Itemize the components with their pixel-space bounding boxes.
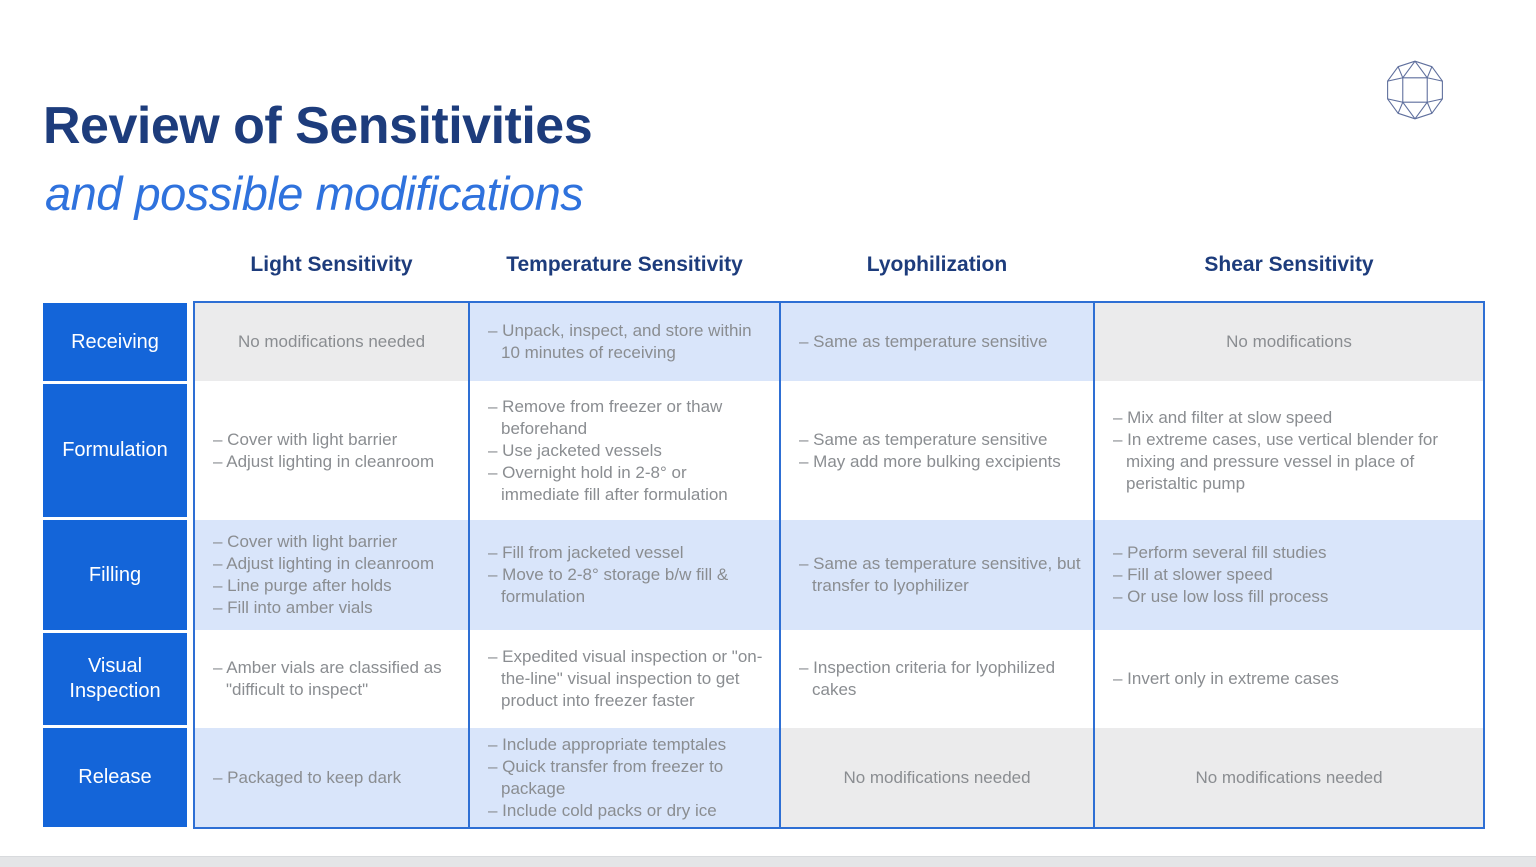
table-cell [781,384,1093,517]
table-column [779,303,1093,827]
row-label: Release [43,728,187,827]
bullet-item: – Same as temperature sensitive, but transfer to lyophilizer [799,554,1081,595]
row-label: Receiving [43,303,187,381]
table-cell [470,728,779,827]
bullet-item: – Same as temperature sensitive [799,429,1048,449]
sensitivity-table [43,301,1485,829]
cell-text: No modifications needed [237,332,426,351]
bullet-item: – Fill at slower speed [1113,565,1273,584]
row-label: Formulation [43,384,187,517]
column-header: Temperature Sensitivity [506,253,743,276]
column-header: Lyophilization [866,253,1008,276]
table-cell [470,303,779,381]
row-label: Filling [43,520,187,630]
bullet-item: – Include cold packs or dry ice [488,800,717,820]
bullet-item: – Or use low loss fill process [1113,587,1329,606]
bullet-item: – Amber vials are classified as "difficult to inspect" [213,658,442,699]
table-cell [195,633,468,725]
bullet-item: – Cover with light barrier [213,429,398,449]
bullet-item: – Include appropriate temptales [488,734,727,754]
table-column [1093,303,1483,827]
table-cell [470,633,779,725]
bullet-item: – Perform several fill studies [1113,543,1327,562]
bullet-item: – Same as temperature sensitive [799,332,1048,351]
table-cell [1095,303,1483,381]
table-cell [781,303,1093,381]
table-cell [470,384,779,517]
bullet-item: – Expedited visual inspection or "on-the-line" visual inspection to get product into freezer faster [488,647,763,710]
table-cell [195,303,468,381]
table-cell [1095,633,1483,725]
gem-logo-icon [1383,58,1447,122]
bullet-item: – May add more bulking excipients [799,451,1061,471]
table-cell [1095,728,1483,827]
table-content-area [193,301,1485,829]
page-subtitle: and possible modifications [45,167,584,220]
column-header: Shear Sensitivity [1204,253,1374,276]
bullet-item: – Quick transfer from freezer to package [488,756,724,798]
row-label-column [43,303,187,827]
bullet-item: – Cover with light barrier [213,532,398,551]
table-cell [781,728,1093,827]
bullet-item: – Overnight hold in 2-8° or immediate fill after formulation [488,462,728,504]
cell-text: No modifications needed [843,767,1031,787]
table-cell [1095,384,1483,517]
bullet-item: – Line purge after holds [213,576,392,595]
bullet-item: – Adjust lighting in cleanroom [213,554,435,573]
bullet-item: – In extreme cases, use vertical blender for mixing and pressure vessel in place of peristaltic pump [1113,429,1439,493]
bullet-item: – Use jacketed vessels [488,440,662,460]
bullet-item: – Move to 2-8° storage b/w fill & formulation [488,565,729,606]
footer-bar [0,856,1536,867]
bullet-item: – Fill from jacketed vessel [488,543,684,562]
bullet-item: – Unpack, inspect, and store within 10 minutes of receiving [488,321,752,362]
table-cell [195,384,468,517]
column-header: Light Sensitivity [250,253,413,276]
table-cell [195,520,468,630]
cell-text: No modifications [1226,332,1352,351]
page-title: Review of Sensitivities [43,97,593,155]
cell-text: No modifications needed [1195,767,1383,787]
bullet-item: – Packaged to keep dark [213,767,402,787]
bullet-item: – Inspection criteria for lyophilized cakes [799,658,1056,699]
table-cell [781,520,1093,630]
table-column-headers [195,252,1483,278]
table-cell [470,520,779,630]
table-cell [195,728,468,827]
table-cell [1095,520,1483,630]
bullet-item: – Invert only in extreme cases [1113,669,1339,688]
bullet-item: – Adjust lighting in cleanroom [213,451,435,471]
bullet-item: – Fill into amber vials [213,598,373,617]
table-column [468,303,779,827]
table-cell [781,633,1093,725]
bullet-item: – Mix and filter at slow speed [1113,407,1333,427]
table-column [195,303,468,827]
row-label: Visual Inspection [43,633,187,725]
bullet-item: – Remove from freezer or thaw beforehand [488,396,723,438]
